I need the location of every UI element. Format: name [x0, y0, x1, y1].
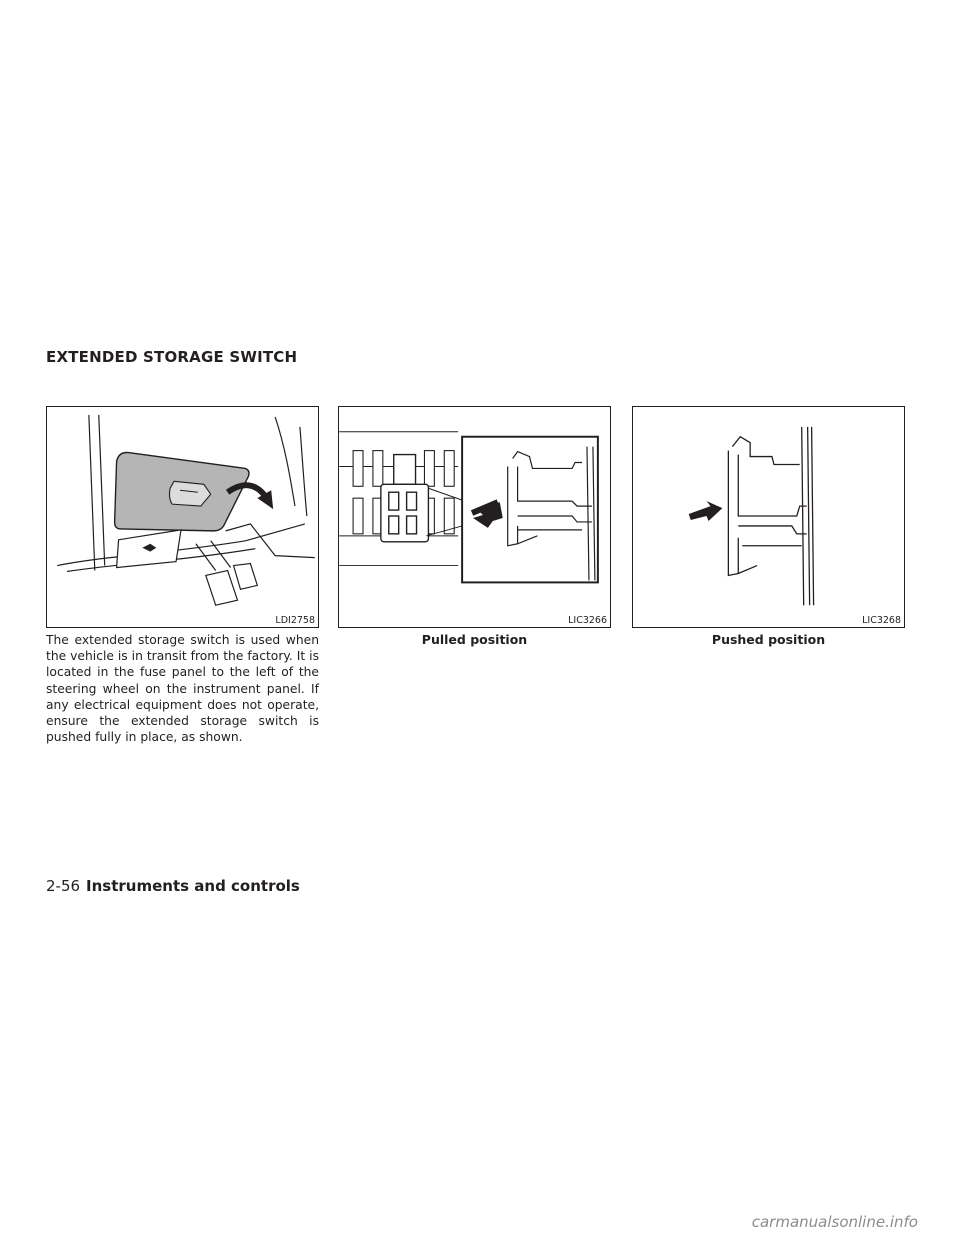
body-paragraph: The extended storage switch is used when the vehicle is in transit from the factory. It is located in the fuse panel to the left of the steering wheel on the instrument panel. If any electrical equipment does not operate, ensure the extended storage switch is pushed fully in place, as shown.: [46, 633, 319, 745]
figure-caption: Pushed position: [711, 632, 826, 647]
section-title: EXTENDED STORAGE SWITCH: [46, 348, 298, 366]
figure-fuse-panel: [46, 406, 319, 628]
storage-switch-pushed-illustration: [633, 407, 904, 627]
storage-switch-pulled-illustration: [339, 407, 610, 627]
figure-pushed-position: [632, 406, 905, 628]
fuse-panel-cover-removal-illustration: [47, 407, 318, 627]
page-footer: [46, 877, 300, 895]
figure-code: LIC3266: [568, 615, 607, 626]
watermark: carmanualsonline.info: [751, 1213, 918, 1231]
figure-pulled-position: [338, 406, 611, 628]
figure-caption: Pulled position: [421, 632, 528, 647]
page-number: 2-56: [46, 877, 81, 895]
footer-section-title: Instruments and controls: [86, 877, 300, 895]
figure-code: LIC3268: [862, 615, 901, 626]
figure-code: LDI2758: [275, 615, 315, 626]
